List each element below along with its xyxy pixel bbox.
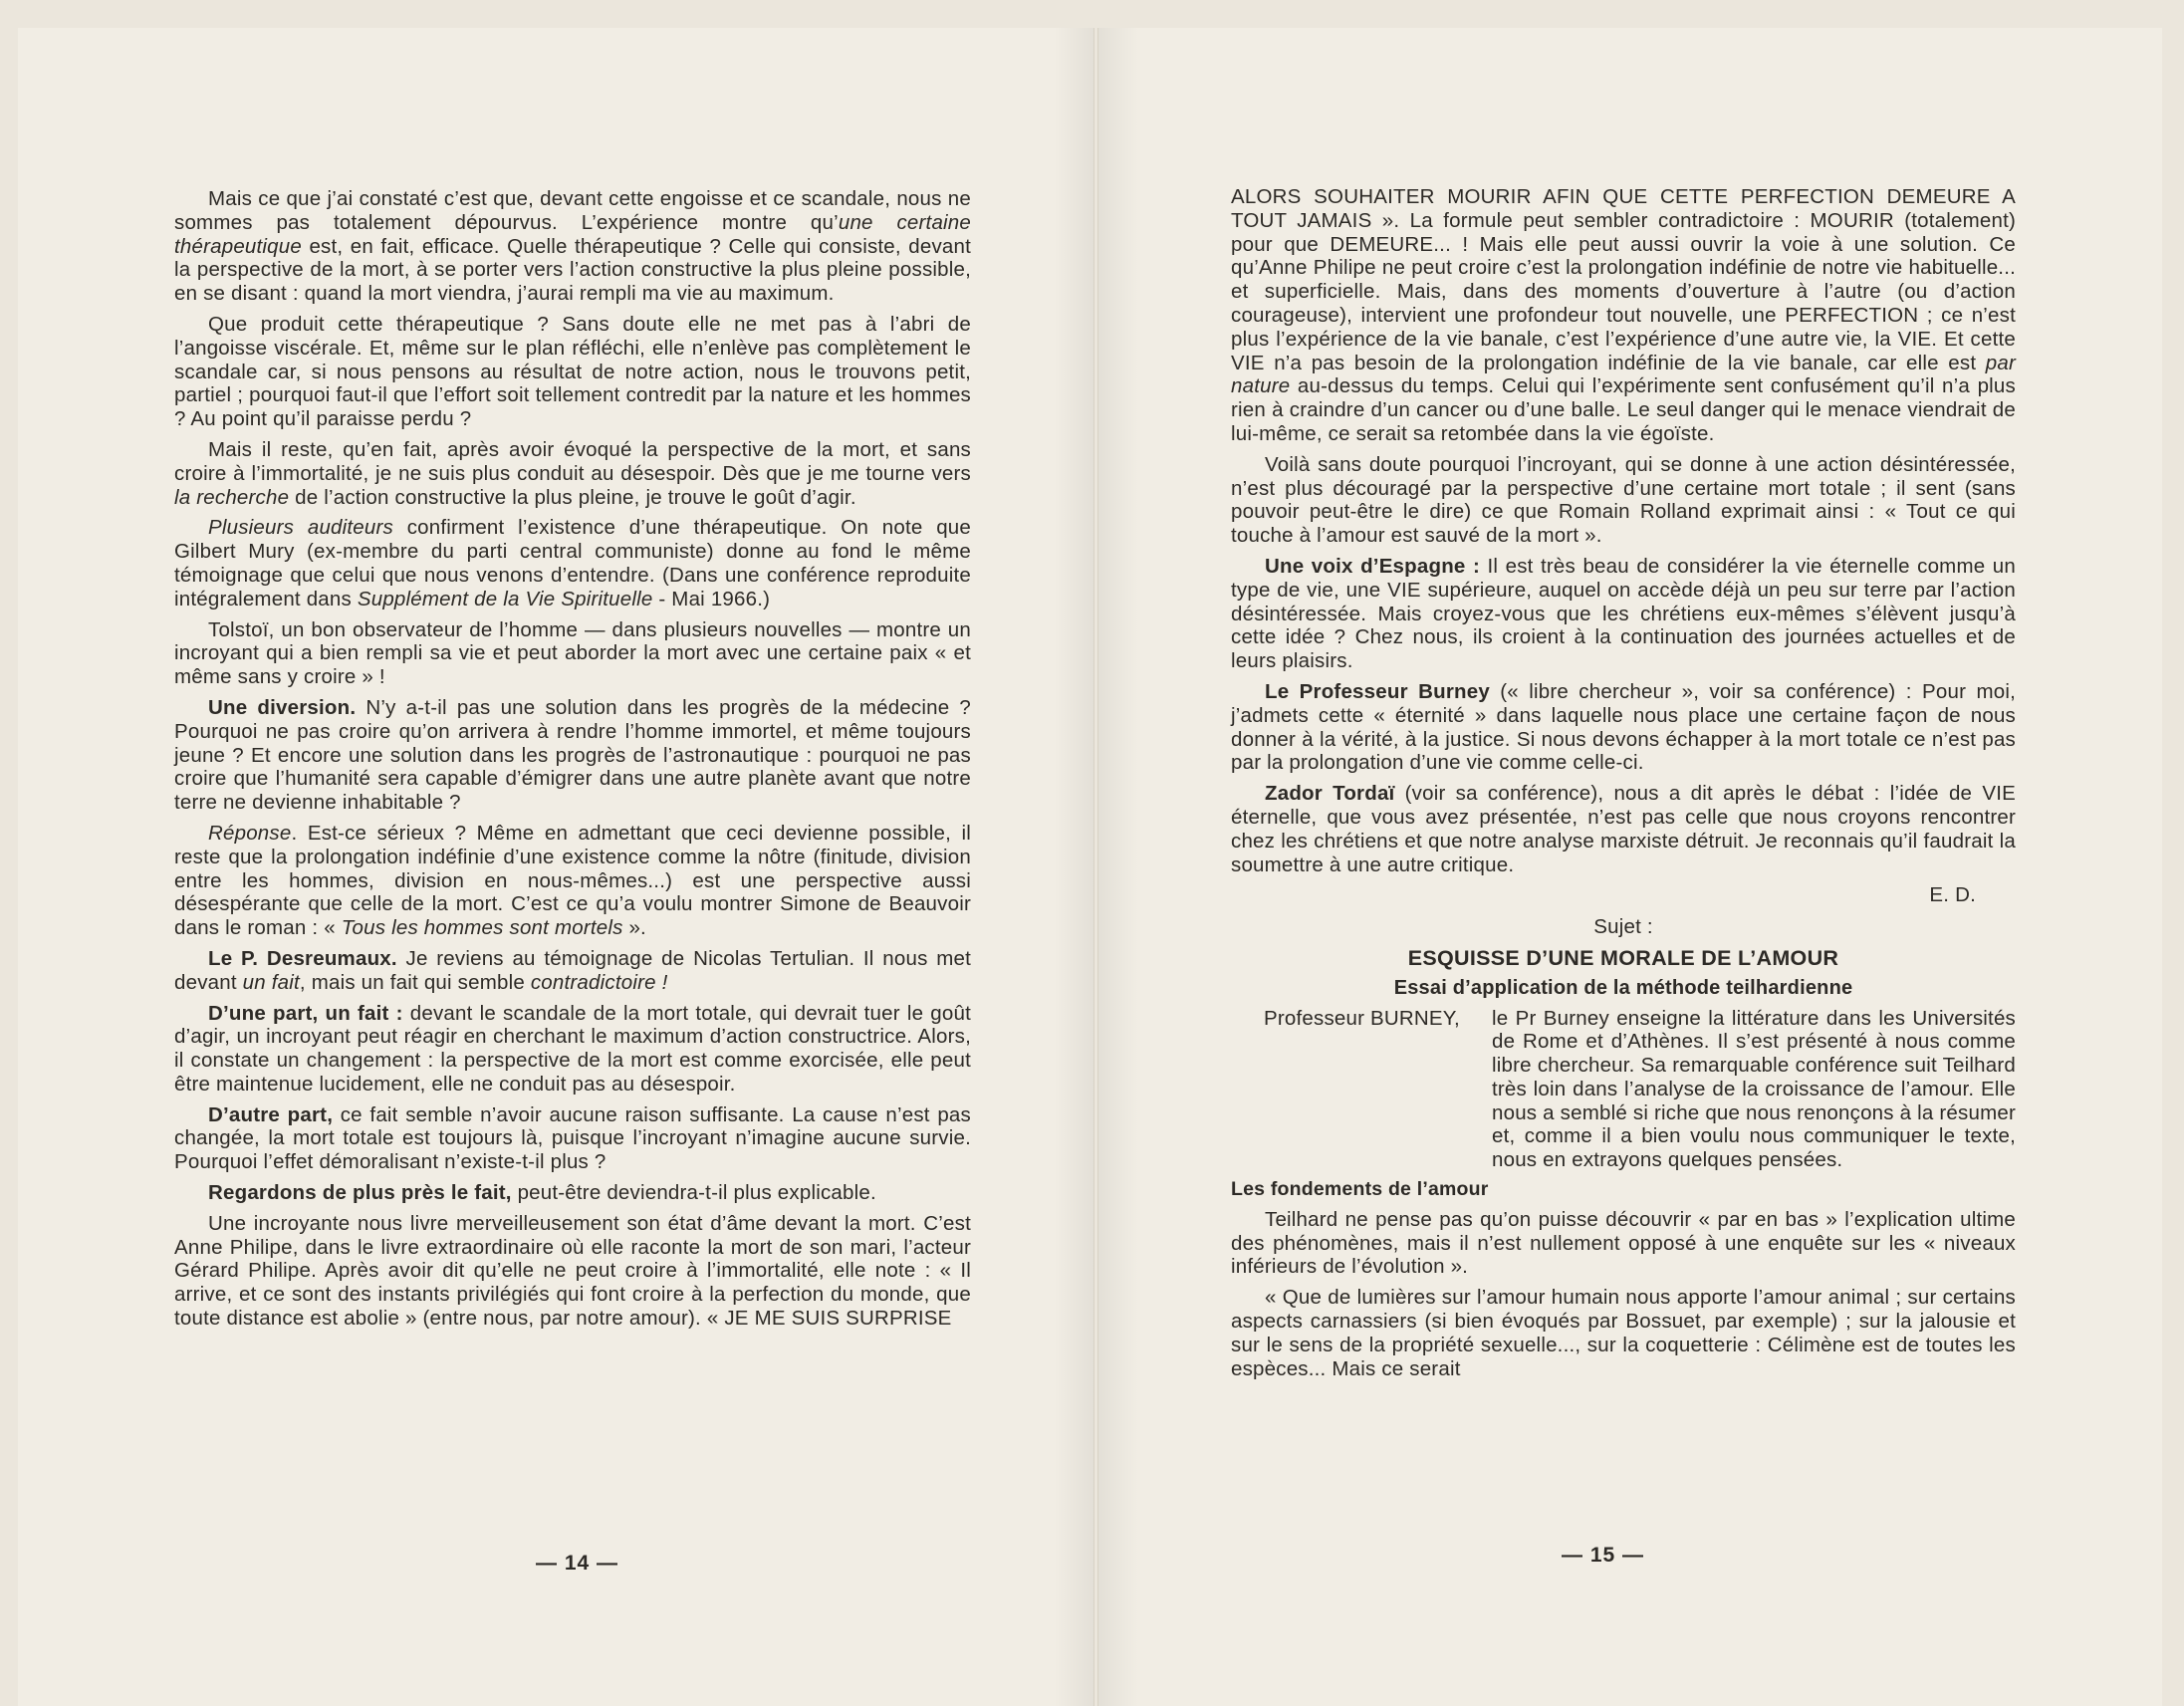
text-run: Il est très beau de considérer la vie éternelle comme un type de vie, une VIE supérieure, auquel on accède déjà un peu sur terre par l’action désintéressée. Mais croyez-vous que les chrétiens eux-mêmes s’élèvent jusqu’à cette idée ? Chez nous, ils croient à la continuation des journées actuelles et de leurs plaisirs. xyxy=(1231,554,2017,673)
italic-run: Plusieurs auditeurs xyxy=(208,516,393,540)
text-run: Voilà sans doute pourquoi l’incroyant, qui se donne à une action désintéressée, n’est plus découragé par la perspective d’une certaine mort totale ; il sent (sans pouvoir peut-être le dire) ce que Romain Rolland exprimait ainsi : « Tout ce qui touche à l’amour est sauvé de la mort ». xyxy=(1231,452,2016,548)
paragraph xyxy=(1231,1208,2016,1279)
text-run: Mais il reste, qu’en fait, après avoir évoqué la perspective de la mort, et sans croire à l’immortalité, je ne suis plus conduit au désespoir. Dès que je me tourne vers xyxy=(174,437,971,485)
paragraph xyxy=(174,822,971,940)
text-run: ce fait semble n’avoir aucune raison suffisante. La cause n’est pas changée, la mort totale est toujours là, puisque l’incroyant n’imagine aucune survie. Pourquoi l’effet démoralisant n’existe-t-il plus ? xyxy=(174,1102,971,1174)
bold-run: Une voix d’Espagne : xyxy=(1265,554,1481,578)
text-run: de l’action constructive la plus pleine, je trouve le goût d’agir. xyxy=(289,485,856,509)
right-page-text xyxy=(1231,185,2016,1387)
text-run: (« libre chercheur », voir sa conférence) : Pour moi, j’admets cette « éternité » dans laquelle nous place une certaine façon de nous donner à la vérité, à la justice. Si nous devons échapper à la mort totale ce n’est pas par la prolongation d’une vie comme celle-ci. xyxy=(1231,679,2016,775)
paragraph xyxy=(1231,555,2016,673)
italic-run: la recherche xyxy=(174,485,290,509)
text-run: Teilhard ne pense pas qu’on puisse découvrir « par en bas » l’explication ultime des phénomènes, mais il n’est nullement opposé à une enquête sur les « niveaux inférieurs de l’évolution ». xyxy=(1231,1207,2016,1279)
paragraph xyxy=(1231,453,2016,548)
text-run: . Est-ce sérieux ? Même en admettant que ceci devienne possible, il reste que la prolongation indéfinie d’une existence comme la nôtre (finitude, division entre les hommes, division en nous-mêmes...) est une perspective aussi désespérante que celle de la mort. C’est ce qu’a voulu montrer Simone de Beauvoir dans le roman : « xyxy=(174,821,971,940)
article-subtitle: Essai d’application de la méthode teilhardienne xyxy=(1393,976,1853,999)
section-heading: Les fondements de l’amour xyxy=(1231,1178,1489,1201)
signature: E. D. xyxy=(1929,883,1976,907)
text-run: - Mai 1966.) xyxy=(652,587,771,610)
text-run: au-dessus du temps. Celui qui l’expérimente sent confusément qu’il n’a plus rien à craindre d’un cancer ou d’une balle. Le seul danger qui le menace viendrait de lui-même, ce serait sa retombée dans la vie égoïste. xyxy=(1231,374,2016,445)
right-top-paragraphs xyxy=(1231,185,2016,876)
text-run: Je reviens au témoignage de Nicolas Tertulian. Il nous met devant xyxy=(174,946,971,994)
text-run: Mais ce que j’ai constaté c’est que, devant cette engoisse et ce scandale, nous ne sommes pas totalement dépourvus. L’expérience montre qu’ xyxy=(174,187,971,234)
text-run: N’y a-t-il pas une solution dans les progrès de la médecine ? Pourquoi ne pas croire qu’on arrivera à rendre l’homme immortel, et même toujours jeune ? Et encore une solution dans les progrès de l’astronautique : pourquoi ne pas croire que l’humanité sera capable d’émigrer dans une autre planète avant que notre terre ne devienne inhabitable ? xyxy=(174,695,972,815)
paragraph xyxy=(174,618,971,689)
paragraph xyxy=(174,313,971,431)
text-run: ». xyxy=(622,916,646,940)
italic-run: Supplément de la Vie Spirituelle xyxy=(357,587,653,610)
text-run: « Que de lumières sur l’amour humain nous apporte l’amour animal ; sur certains aspects carnassiers (si bien évoqués par Bossuet, par exemple) ; sur la jalousie et sur le sens de la propriété sexuelle..., sur la coquetterie : Célimène est de toutes les espèces... Mais ce serait xyxy=(1231,1286,2016,1380)
left-page-text xyxy=(174,187,971,1338)
sujet-label: Sujet : xyxy=(1593,915,1653,939)
paragraph xyxy=(1231,782,2016,876)
bold-run: Une diversion. xyxy=(208,695,357,719)
text-run: Tolstoï, un bon observateur de l’homme — dans plusieurs nouvelles — montre un incroyant qui a bien rempli sa vie et peut aborder la mort avec une certaine paix « et même sans y croire » ! xyxy=(174,617,971,689)
paragraph xyxy=(1231,680,2016,775)
bold-run: Regardons de plus près le fait, xyxy=(208,1181,512,1205)
text-run: confirment l’existence d’une thérapeutique. On note que Gilbert Mury (ex-membre du parti central communiste) donne au fond le même témoignage que celui que nous venons d’entendre. (Dans une conférence reproduite intégralement dans xyxy=(174,516,972,610)
paragraph xyxy=(174,1103,971,1174)
bold-run: Le Professeur Burney xyxy=(1265,679,1490,703)
text-run: peut-être deviendra-t-il plus explicable. xyxy=(511,1181,876,1205)
professor-label: Professeur BURNEY, xyxy=(1264,1006,1460,1030)
page-number-right: — 15 — xyxy=(1562,1544,1645,1567)
paragraph xyxy=(174,1181,971,1205)
paragraph xyxy=(174,187,971,306)
gutter-shadow xyxy=(1054,28,1093,1706)
text-run: Une incroyante nous livre merveilleusement son état d’âme devant la mort. C’est Anne Philipe, dans le livre extraordinaire où elle raconte la mort de son mari, l’acteur Gérard Philipe. Après avoir dit qu’elle ne peut croire à l’immortalité, elle note : « Il arrive, et ce sont des instants privilégiés qui font croire à la perfection du monde, que toute distance est abolie » (entre nous, par notre amour). « JE ME SUIS SURPRISE xyxy=(174,1211,971,1331)
paragraph xyxy=(174,947,971,995)
gutter-shadow xyxy=(1098,28,1138,1706)
left-page xyxy=(18,28,1094,1706)
italic-run: par nature xyxy=(1231,351,2016,398)
text-run: (voir sa conférence), nous a dit après le débat : l’idée de VIE éternelle, que vous avez présentée, n’est pas celle que nous croyons rencontrer chez les chrétiens et que notre analyse marxiste détruit. Je reconnais qu’il faudrait la soumettre à une autre critique. xyxy=(1231,782,2016,876)
article-title: ESQUISSE D’UNE MORALE DE L’AMOUR xyxy=(1407,945,1839,970)
italic-run: Réponse xyxy=(208,821,292,845)
italic-run: une certaine thérapeutique xyxy=(174,210,971,258)
page-number-left: — 14 — xyxy=(536,1552,619,1575)
italic-run: contradictoire ! xyxy=(530,970,668,994)
professor-text: le Pr Burney enseigne la littérature dans les Universités de Rome et d’Athènes. Il s’est présenté à nous comme libre chercheur. Sa remarquable conférence suit Teilhard très loin dans l’analyse de la croissance de l’amour. Elle nous a semblé si riche que nous renonçons à la résumer et, comme il a bien voulu nous communiquer le texte, nous en extrayons quelques pensées. xyxy=(1492,1006,2016,1172)
bold-run: Le P. Desreumaux. xyxy=(208,946,397,970)
paragraph xyxy=(174,438,971,509)
italic-run: Tous les hommes sont mortels xyxy=(341,916,623,940)
paragraph xyxy=(1231,1286,2016,1380)
text-run: est, en fait, efficace. Quelle thérapeutique ? Celle qui consiste, devant la perspective de la mort, à se porter vers l’action constructive la plus pleine possible, en se disant : quand la mort viendra, j’aurai rempli ma vie au maximum. xyxy=(174,234,971,306)
text-run: devant le scandale de la mort totale, qui devrait tuer le goût d’agir, un incroyant peut réagir en cherchant le maximum d’action constructrice. Alors, il constate un changement : la perspective de la mort est comme exorcisée, elle peut être maintenue lucidement, elle ne conduit pas au désespoir. xyxy=(174,1001,971,1096)
text-run: ALORS SOUHAITER MOURIR AFIN QUE CETTE PERFECTION DEMEURE A TOUT JAMAIS ». La formule peut sembler contradictoire : MOURIR (totalement) pour que DEMEURE... ! Mais elle peut aussi ouvrir la voie à une solution. Ce qu’Anne Philipe ne peut croire c’est la prolongation indéfinie de notre vie habituelle... et superficielle. Mais, dans des moments d’ouverture à l’autre (ou d’action courageuse), intervient une profondeur tout nouvelle, une PERFECTION ; ce n’est plus l’expérience de la vie banale, c’est l’expérience d’une autre vie, la VIE. Et cette VIE n’a pas besoin de la prolongation indéfinie de la vie banale, car elle est xyxy=(1231,185,2016,374)
professor-intro xyxy=(1231,1007,2016,1173)
paragraph xyxy=(174,1002,971,1097)
paragraph xyxy=(174,1212,971,1331)
bold-run: D’une part, un fait : xyxy=(208,1001,403,1025)
text-run: , mais un fait qui semble xyxy=(299,970,531,994)
paragraph xyxy=(1231,185,2016,446)
right-bottom-paragraphs xyxy=(1231,1208,2016,1381)
bold-run: D’autre part, xyxy=(208,1102,334,1126)
paragraph xyxy=(174,516,971,610)
text-run: Que produit cette thérapeutique ? Sans doute elle ne met pas à l’abri de l’angoisse viscérale. Et, même sur le plan réfléchi, elle n’enlève pas complètement le scandale car, si nous pensons au résultat de notre action, nous le trouvons petit, partiel ; pourquoi faut-il que l’effort soit tellement contredit par la nature et les hommes ? Au point qu’il paraisse perdu ? xyxy=(174,312,971,431)
paragraph xyxy=(174,696,971,815)
right-page xyxy=(1097,28,2162,1706)
bold-run: Zador Tordaï xyxy=(1265,782,1395,806)
italic-run: un fait xyxy=(242,970,300,994)
